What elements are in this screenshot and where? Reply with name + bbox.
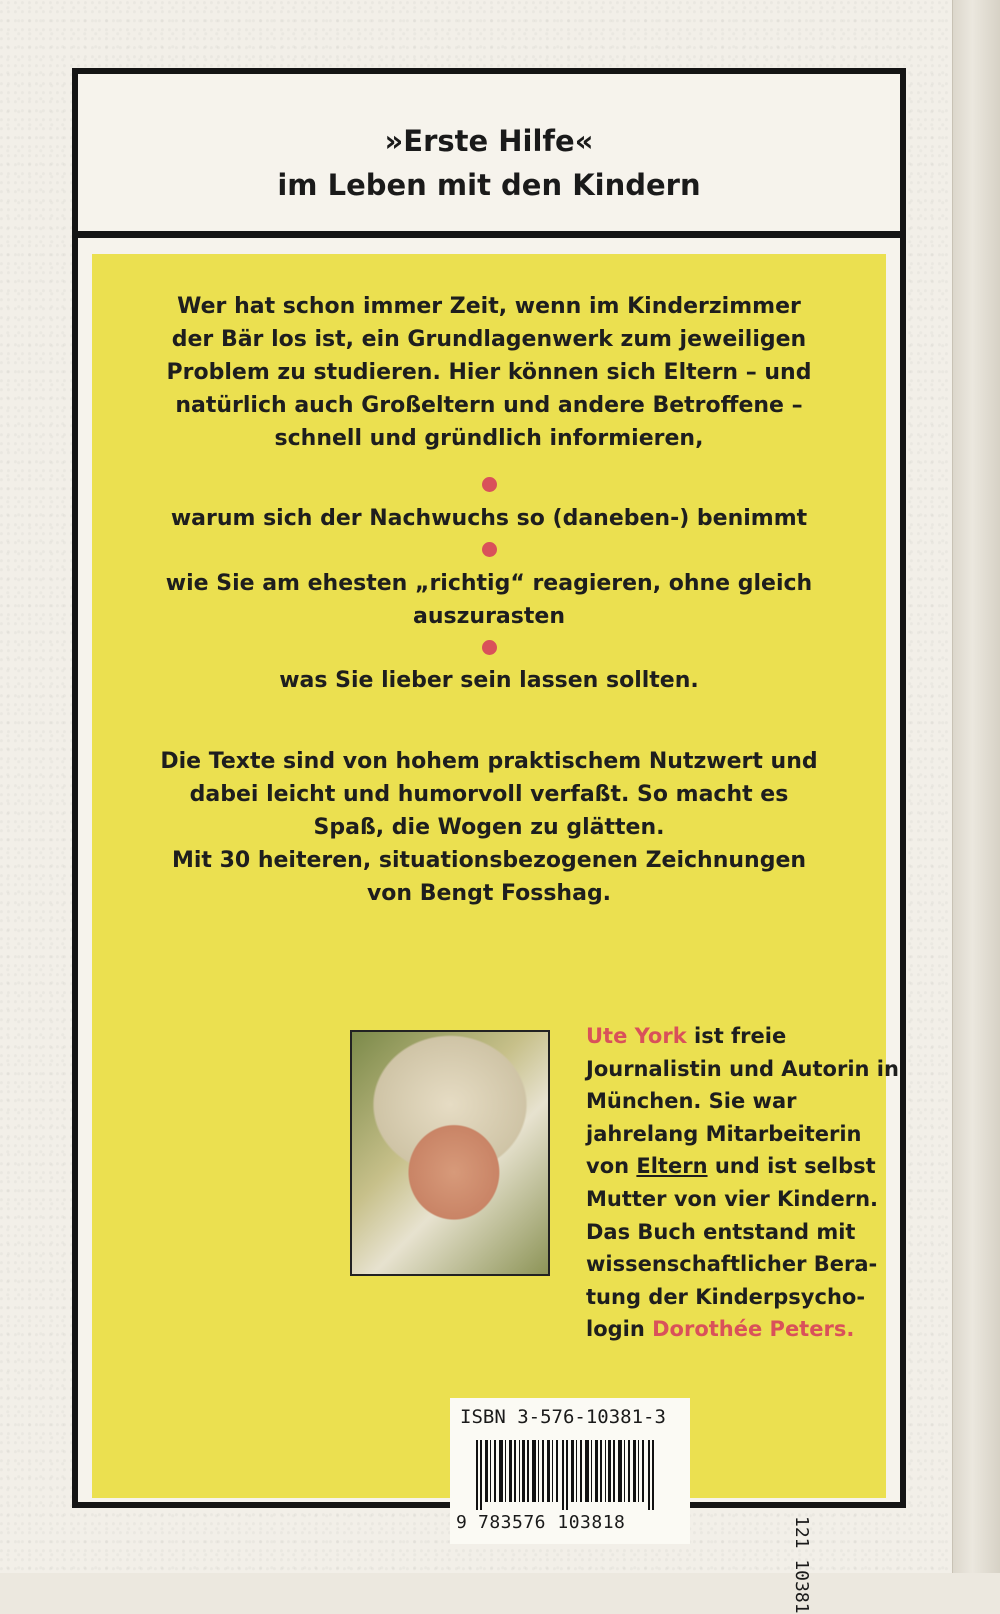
- barcode-box: [450, 1398, 690, 1544]
- content-frame: [72, 68, 906, 1614]
- intro-paragraph: Wer hat schon immer Zeit, wenn im Kinderzimmer der Bär los ist, ein Grundlagenwerk zum jeweiligen Problem zu studieren. Hier können sich Eltern – und natürlich auch Großeltern und andere Betroffene – schnell und gründlich informieren,: [166, 294, 812, 451]
- ean-first-digit: 9: [456, 1512, 467, 1533]
- author-photo: [350, 1030, 550, 1276]
- edition-code: 121 10381: [791, 1516, 812, 1614]
- yellow-text-panel: [92, 254, 899, 1614]
- bullet-dot-icon: [482, 542, 497, 557]
- advisor-name: Dorothée Peters.: [652, 1317, 855, 1342]
- title-panel: [78, 74, 900, 238]
- author-name: Ute York: [586, 1024, 687, 1048]
- isbn-number: ISBN 3-576-10381-3: [460, 1406, 666, 1428]
- title-line-1: »Erste Hilfe«: [384, 124, 594, 158]
- barcode-icon: [476, 1440, 666, 1510]
- bullet-dot-icon: [482, 477, 497, 492]
- bullet-item-3: was Sie lieber sein lassen sollten.: [279, 668, 699, 693]
- title-line-2: im Leben mit den Kindern: [277, 168, 701, 202]
- book-spine: [952, 0, 1000, 1573]
- bullet-item-1: warum sich der Nachwuchs so (daneben-) benimmt: [170, 506, 808, 531]
- magazine-name: Eltern: [636, 1154, 708, 1179]
- ean-digits: 783576 103818: [478, 1512, 626, 1533]
- author-bio: Ute York ist freie Journalistin und Autorin in München. Sie war jahrelang Mitarbeiterin von Eltern und ist selbst Mutter von vier Kindern. Das Buch entstand mit wissenschaftlicher Beratung der Kinderpsychologin Dorothée Peters.: [586, 1024, 899, 1342]
- description-paragraph: Die Texte sind von hohem praktischem Nutzwert und dabei leicht und humorvoll verfaßt. So macht es Spaß, die Wogen zu glätten. Mit 30 heiteren, situationsbezogenen Zeichnungen von Bengt Fosshag.: [160, 749, 818, 906]
- bullet-dot-icon: [482, 640, 497, 655]
- bullet-item-2: wie Sie am ehesten „richtig“ reagieren, ohne gleich auszurasten: [165, 571, 813, 629]
